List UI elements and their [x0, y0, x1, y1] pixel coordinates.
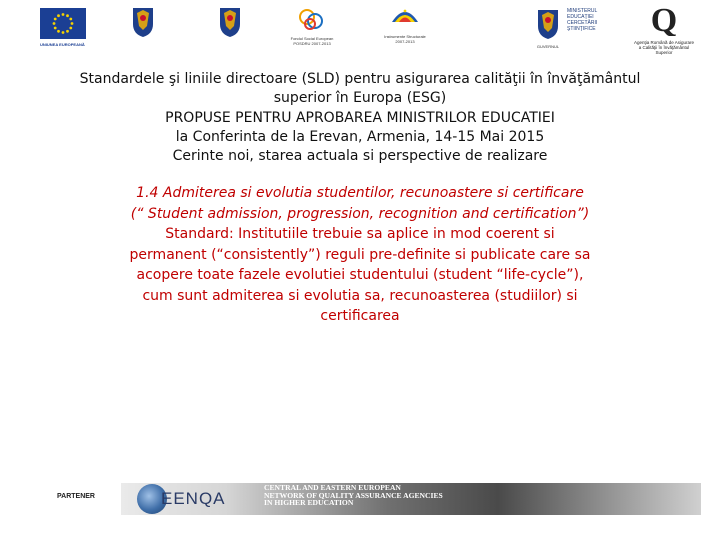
coat-of-arms-icon [535, 6, 561, 40]
network-line-1: CENTRAL AND EASTERN EUROPEAN [264, 483, 401, 492]
title-line-3: PROPUSE PENTRU APROBAREA MINISTRILOR EDUCATIEI [165, 109, 555, 126]
fse-icon [295, 8, 329, 32]
fse-caption-2: POSDRU 2007-2013 [293, 41, 331, 46]
government-logo [528, 6, 568, 49]
network-line-3: IN HIGHER EDUCATION [264, 498, 354, 508]
eenqa-logo-text: EENQA [161, 489, 226, 508]
partner-label: PARTENER [57, 493, 95, 500]
title-line-2: superior în Europa (ESG) [273, 90, 447, 107]
standard-line-1: Standard: Institutiile trebuie sa aplice in mod coerent si [165, 226, 555, 242]
title-line-4: la Conferinta de la Erevan, Armenia, 14-15 Mai 2015 [175, 128, 545, 145]
network-name [264, 484, 443, 507]
aracis-letter: Q [650, 2, 678, 36]
eu-caption: UNIUNEA EUROPEANĂ [40, 42, 85, 47]
title-line-1: Standardele şi liniile directoare (SLD) pentru asigurarea calităţii în învăţământul [79, 71, 641, 87]
aracis-logo [633, 2, 695, 55]
romanian-government-logo-2 [213, 4, 247, 42]
is-caption-1: Instrumente Structurale [384, 34, 426, 39]
structural-instruments-icon [390, 6, 420, 30]
eu-logo [40, 2, 86, 47]
romanian-government-logo [126, 4, 160, 42]
network-line-2: NETWORK OF QUALITY ASSURANCE AGENCIES [264, 490, 443, 500]
coat-of-arms-icon [130, 4, 156, 38]
standard-line-2: permanent (“consistently”) reguli pre-definite si publicate care sa [129, 246, 591, 263]
content-block [40, 183, 680, 327]
structural-instruments-logo [375, 6, 435, 44]
title-block [40, 70, 680, 166]
standard-line-5: certificarea [320, 308, 400, 324]
ceenqa-banner [121, 483, 701, 515]
section-heading: 1.4 Admiterea si evolutia studentilor, recunoastere si certificare [136, 185, 584, 201]
ministry-caption: MINISTERUL EDUCAŢIEI CERCETĂRII ŞTIINŢIFICE [567, 8, 598, 32]
gov3-caption: GUVERNUL [536, 44, 560, 49]
standard-line-3: acopere toate fazele evolutiei studentului (student “life-cycle”), [136, 267, 584, 283]
section-heading-en: (“ Student admission, progression, recognition and certification”) [130, 205, 590, 222]
fse-logo [290, 8, 334, 46]
is-caption-2: 2007-2013 [395, 39, 415, 44]
title-line-5: Cerinte noi, starea actuala si perspective de realizare [172, 148, 548, 165]
aracis-q-icon [644, 2, 684, 36]
eu-flag-icon [40, 8, 86, 39]
coat-of-arms-icon [217, 4, 243, 38]
aracis-caption: Agenţia Română de Asigurare a Calităţii în Învăţământul Superior [633, 40, 695, 55]
standard-line-4: cum sunt admiterea si evolutia sa, recunoasterea (studiilor) si [142, 287, 578, 304]
logo-strip [0, 0, 720, 62]
fse-caption-1: Fondul Social European [290, 36, 334, 41]
ministry-logo [567, 8, 619, 32]
